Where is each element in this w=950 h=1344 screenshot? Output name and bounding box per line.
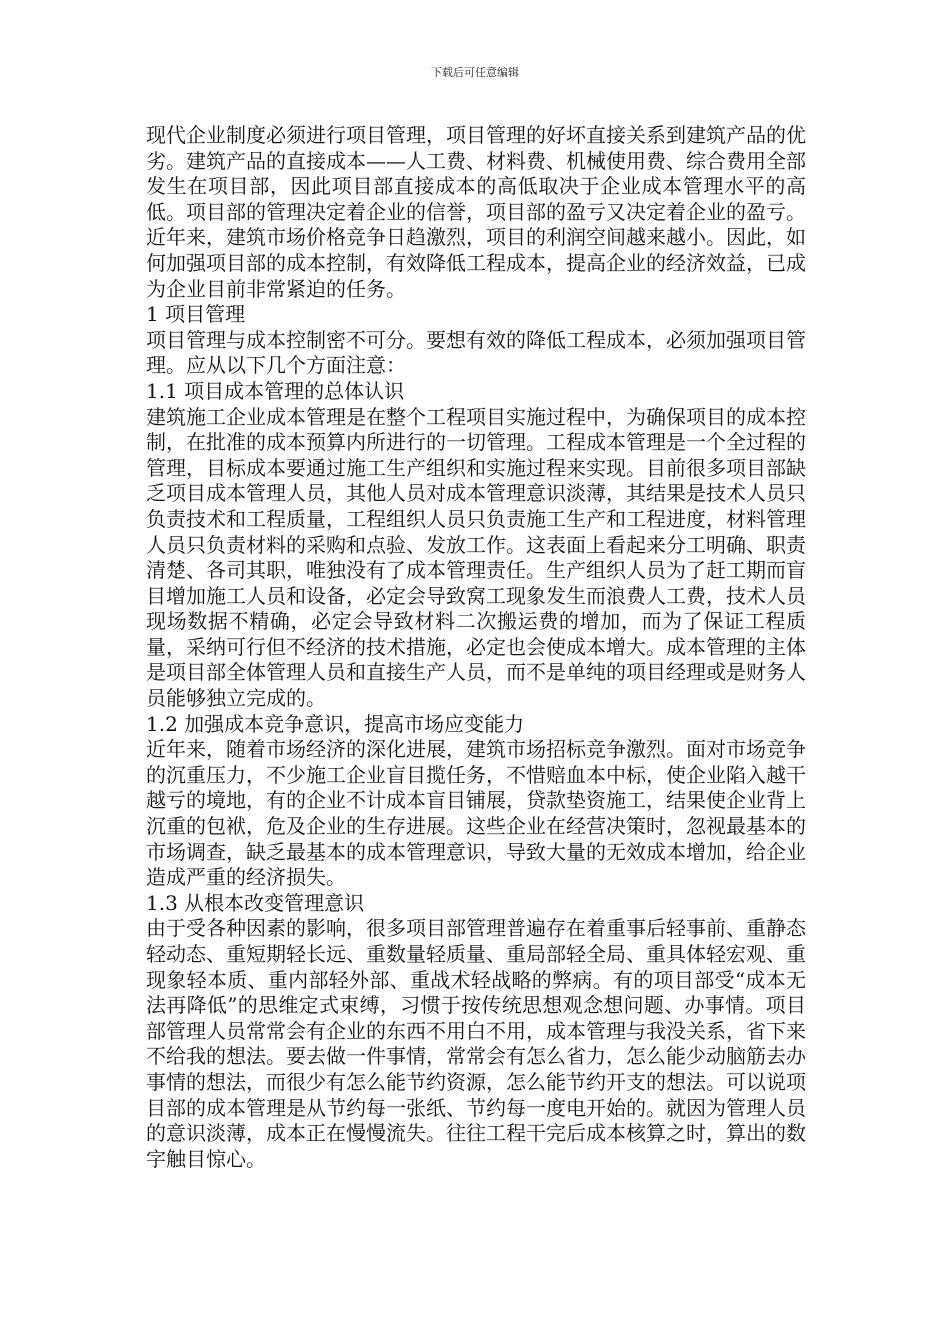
- section-1-paragraph: 项目管理与成本控制密不可分。要想有效的降低工程成本，必须加强项目管理。应从以下几个方面注意：: [146, 327, 806, 378]
- section-1-3-paragraph: 由于受各种因素的影响，很多项目部管理普遍存在着重事后轻事前、重静态轻动态、重短期轻长远、重数量轻质量、重局部轻全局、重具体轻宏观、重现象轻本质、重内部轻外部、重战术轻战略的弊病。有的项目部受“成本无法再降低”的思维定式束缚，习惯于按传统思想观念想问题、办事情。项目部管理人员常常会有企业的东西不用白不用，成本管理与我没关系，省下来不给我的想法。要去做一件事情，常常会有怎么省力，怎么能少动脑筋去办事情的想法，而很少有怎么能节约资源，怎么能节约开支的想法。可以说项目部的成本管理是从节约每一张纸、节约每一度电开始的。就因为管理人员的意识淡薄，成本正在慢慢流失。往往工程干完后成本核算之时，算出的数字触目惊心。: [146, 916, 806, 1171]
- section-heading-1: 1 项目管理: [146, 302, 246, 327]
- section-heading-1-2: 1.2 加强成本竞争意识，提高市场应变能力: [146, 711, 525, 736]
- section-heading-1-3: 1.3 从根本改变管理意识: [146, 890, 365, 915]
- document-body: [146, 123, 806, 1172]
- section-1-1-paragraph: 建筑施工企业成本管理是在整个工程项目实施过程中，为确保项目的成本控制，在批准的成本预算内所进行的一切管理。工程成本管理是一个全过程的管理，目标成本要通过施工生产组织和实施过程来实现。目前很多项目部缺乏项目成本管理人员，其他人员对成本管理意识淡薄，其结果是技术人员只负责技术和工程质量，工程组织人员只负责施工生产和工程进度，材料管理人员只负责材料的采购和点验、发放工作。这表面上看起来分工明确、职责清楚、各司其职，唯独没有了成本管理责任。生产组织人员为了赶工期而盲目增加施工人员和设备，必定会导致窝工现象发生而浪费人工费，技术人员现场数据不精确，必定会导致材料二次搬运费的增加，而为了保证工程质量，采纳可行但不经济的技术措施，必定也会使成本增大。成本管理的主体是项目部全体管理人员和直接生产人员，而不是单纯的项目经理或是财务人员能够独立完成的。: [146, 404, 806, 711]
- intro-paragraph: 现代企业制度必须进行项目管理，项目管理的好坏直接关系到建筑产品的优劣。建筑产品的直接成本——人工费、材料费、机械使用费、综合费用全部发生在项目部，因此项目部直接成本的高低取决于企业成本管理水平的高低。项目部的管理决定着企业的信誉，项目部的盈亏又决定着企业的盈亏。近年来，建筑市场价格竞争日趋激烈，项目的利润空间越来越小。因此，如何加强项目部的成本控制，有效降低工程成本，提高企业的经济效益，已成为企业目前非常紧迫的任务。: [146, 123, 806, 301]
- section-1-2-paragraph: 近年来，随着市场经济的深化进展，建筑市场招标竞争激烈。面对市场竞争的沉重压力，不少施工企业盲目揽任务，不惜赔血本中标，使企业陷入越干越亏的境地，有的企业不计成本盲目铺展，贷款垫资施工，结果使企业背上沉重的包袱，危及企业的生存进展。这些企业在经营决策时，忽视最基本的市场调查，缺乏最基本的成本管理意识，导致大量的无效成本增加，给企业造成严重的经济损失。: [146, 737, 806, 890]
- section-heading-1-1: 1.1 项目成本管理的总体认识: [146, 378, 405, 403]
- page-header: 下载后可任意编辑: [431, 66, 519, 79]
